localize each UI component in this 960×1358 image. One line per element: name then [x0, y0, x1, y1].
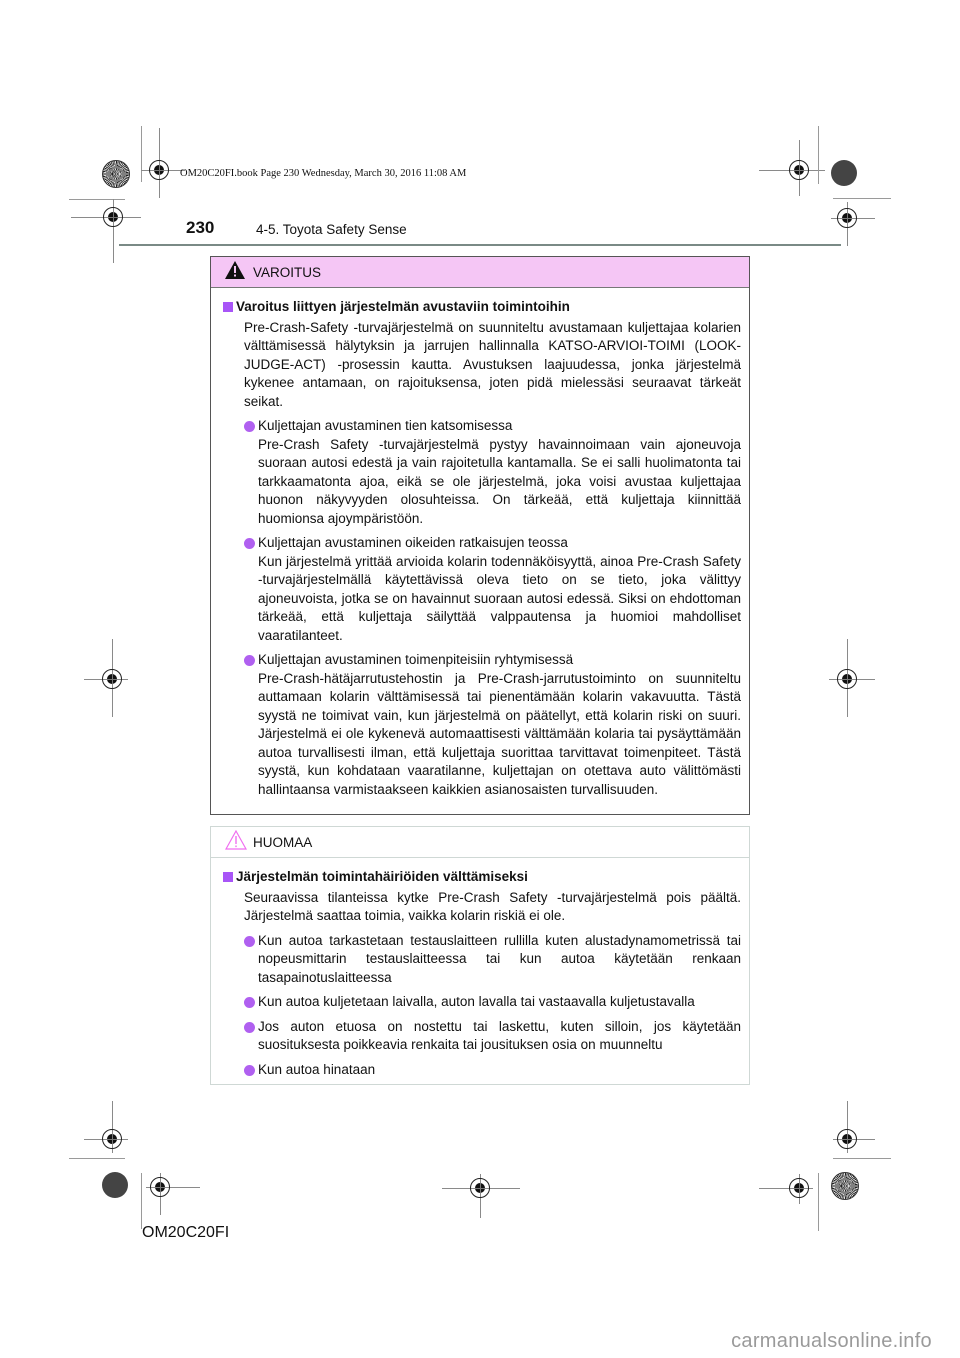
list-item-text: Pre-Crash-hätäjarrutustehostin ja Pre-Crash-jarrutustoiminto on suunniteltu auttamaan kolarin välttämisessä tai pienentämään kolarin vakavuutta. Tästä syystä ne toimivat vain, kun järjestelmä on päätellyt, että kolarin riski on suuri. Järjestelmä ei ole kykenevä automaattisesti välttämään kolaria tai pysäyttämään autoa turvallisesti ilman, että kuljettaja suorittaa tarvittavat toimenpiteet. Tästä syystä, kun kohdataan vaaratilanne, kuljettajan on otettava auto välittömästi hallintaansa varmistaakseen kaikkien asianosaisten turvallisuuden. — [258, 670, 741, 797]
warning-heading-text: Varoitus liittyen järjestelmän avustaviin toimintoihin — [236, 299, 570, 314]
book-stamp: OM20C20FI.book Page 230 Wednesday, March 30, 2016 11:08 AM — [180, 168, 467, 179]
list-item — [223, 417, 741, 528]
list-item — [223, 932, 741, 988]
warning-header — [211, 257, 749, 288]
circle-bullet-icon — [244, 997, 255, 1008]
manual-code: OM20C20FI — [142, 1224, 230, 1241]
notice-heading-text: Järjestelmän toimintahäiriöiden välttämiseksi — [236, 869, 528, 884]
circle-bullet-icon — [244, 655, 255, 666]
list-item — [223, 1061, 741, 1080]
warning-triangle-filled-icon — [225, 261, 245, 284]
crop-line — [141, 1173, 142, 1229]
warning-intro: Pre-Crash-Safety -turvajärjestelmä on suunniteltu avustamaan kuljettajaa kolarien välttämisessä hälytyksin ja jarrujen hallinnalla KATSO-ARVIOI-TOIMI (LOOK-JUDGE-ACT) -prosessin kautta. Avustuksen laajuudessa, jonka järjestelmä kykenee antamaan, on rajoituksensa, joten pidä mielessäsi seuraavat tärkeät seikat. — [244, 319, 741, 409]
warning-triangle-outline-icon — [225, 830, 247, 855]
registration-solid-circle-icon — [831, 160, 857, 186]
square-bullet-icon — [223, 302, 233, 312]
list-item-text: Jos auton etuosa on nostettu tai laskettu, kuten silloin, jos käytetään suosituksesta poikkeavia renkaita tai jousituksen osia on muunneltu — [258, 1018, 741, 1052]
notice-box — [210, 826, 750, 1085]
list-item — [223, 651, 741, 799]
circle-bullet-icon — [244, 1022, 255, 1033]
list-item — [223, 534, 741, 645]
list-item-text: Pre-Crash Safety -turvajärjestelmä pystyy havainnoimaan vain ajoneuvoja suoraan autosi edestä ja vain rajoitetulla kantamalla. Se ei salli huolimatonta tai tarkkaamatonta ajoa, eikä se ole järjestelmä, joka voisi avustaa kuljettajaa huonon näkyvyyden olosuhteissa. On tärkeää, että kuljettaja kiinnittää huomionsa ajoympäristöön. — [258, 436, 741, 526]
list-item-text: Kun autoa hinataan — [258, 1061, 376, 1077]
crop-line — [833, 1158, 891, 1159]
warning-box — [210, 256, 750, 815]
list-item — [223, 993, 741, 1012]
watermark: carmanualsonline.info — [731, 1330, 932, 1352]
section-title: 4-5. Toyota Safety Sense — [256, 222, 407, 237]
registration-star-icon — [102, 160, 130, 188]
notice-title: HUOMAA — [253, 834, 313, 850]
list-item-text: Kun järjestelmä yrittää arvioida kolarin todennäköisyyttä, ainoa Pre-Crash Safety -turvajärjestelmällä käytettävissä oleva tieto on se tieto, joka välittyy ajoneuvoista, jotka se on havainnut suoraan autosi edessä. Siksi on ehdottoman tärkeää, että kuljettaja säilyttää valppautensa ja huomioi mahdolliset vaaratilanteet. — [258, 553, 741, 643]
crop-line — [833, 198, 891, 199]
list-item-label: Kuljettajan avustaminen tien katsomisessa — [258, 418, 513, 433]
registration-solid-circle-icon — [102, 1172, 128, 1198]
square-bullet-icon — [223, 872, 233, 882]
registration-star-icon — [831, 1172, 859, 1200]
list-item-text: Kun autoa kuljetetaan laivalla, auton lavalla tai vastaavalla kuljetustavalla — [258, 994, 695, 1009]
page-number: 230 — [186, 218, 215, 237]
circle-bullet-icon — [244, 421, 255, 432]
notice-header — [211, 827, 749, 858]
warning-heading — [223, 298, 741, 317]
crop-line — [818, 1173, 819, 1231]
notice-intro: Seuraavissa tilanteissa kytke Pre-Crash Safety -turvajärjestelmä pois päältä. Järjestelmä saattaa toimia, vaikka kolarin riskiä ei ole. — [244, 889, 741, 923]
circle-bullet-icon — [244, 1065, 255, 1076]
list-item-text: Kun autoa tarkastetaan testauslaitteen rullilla kuten alustadynamometrissä tai nopeusmittarin testauslaitteessa tai kun autoa käytetään renkaan tasapainotuslaitteessa — [258, 932, 741, 985]
header-divider — [119, 244, 841, 246]
list-item — [223, 1018, 741, 1055]
circle-bullet-icon — [244, 538, 255, 549]
crop-line — [69, 199, 125, 200]
circle-bullet-icon — [244, 936, 255, 947]
crop-line — [69, 1158, 125, 1159]
crop-line — [818, 126, 819, 184]
notice-heading — [223, 868, 741, 887]
list-item-label: Kuljettajan avustaminen oikeiden ratkaisujen teossa — [258, 535, 568, 550]
list-item-label: Kuljettajan avustaminen toimenpiteisiin ryhtymisessä — [258, 652, 574, 667]
crop-line — [141, 126, 142, 182]
warning-title: VAROITUS — [253, 264, 322, 280]
